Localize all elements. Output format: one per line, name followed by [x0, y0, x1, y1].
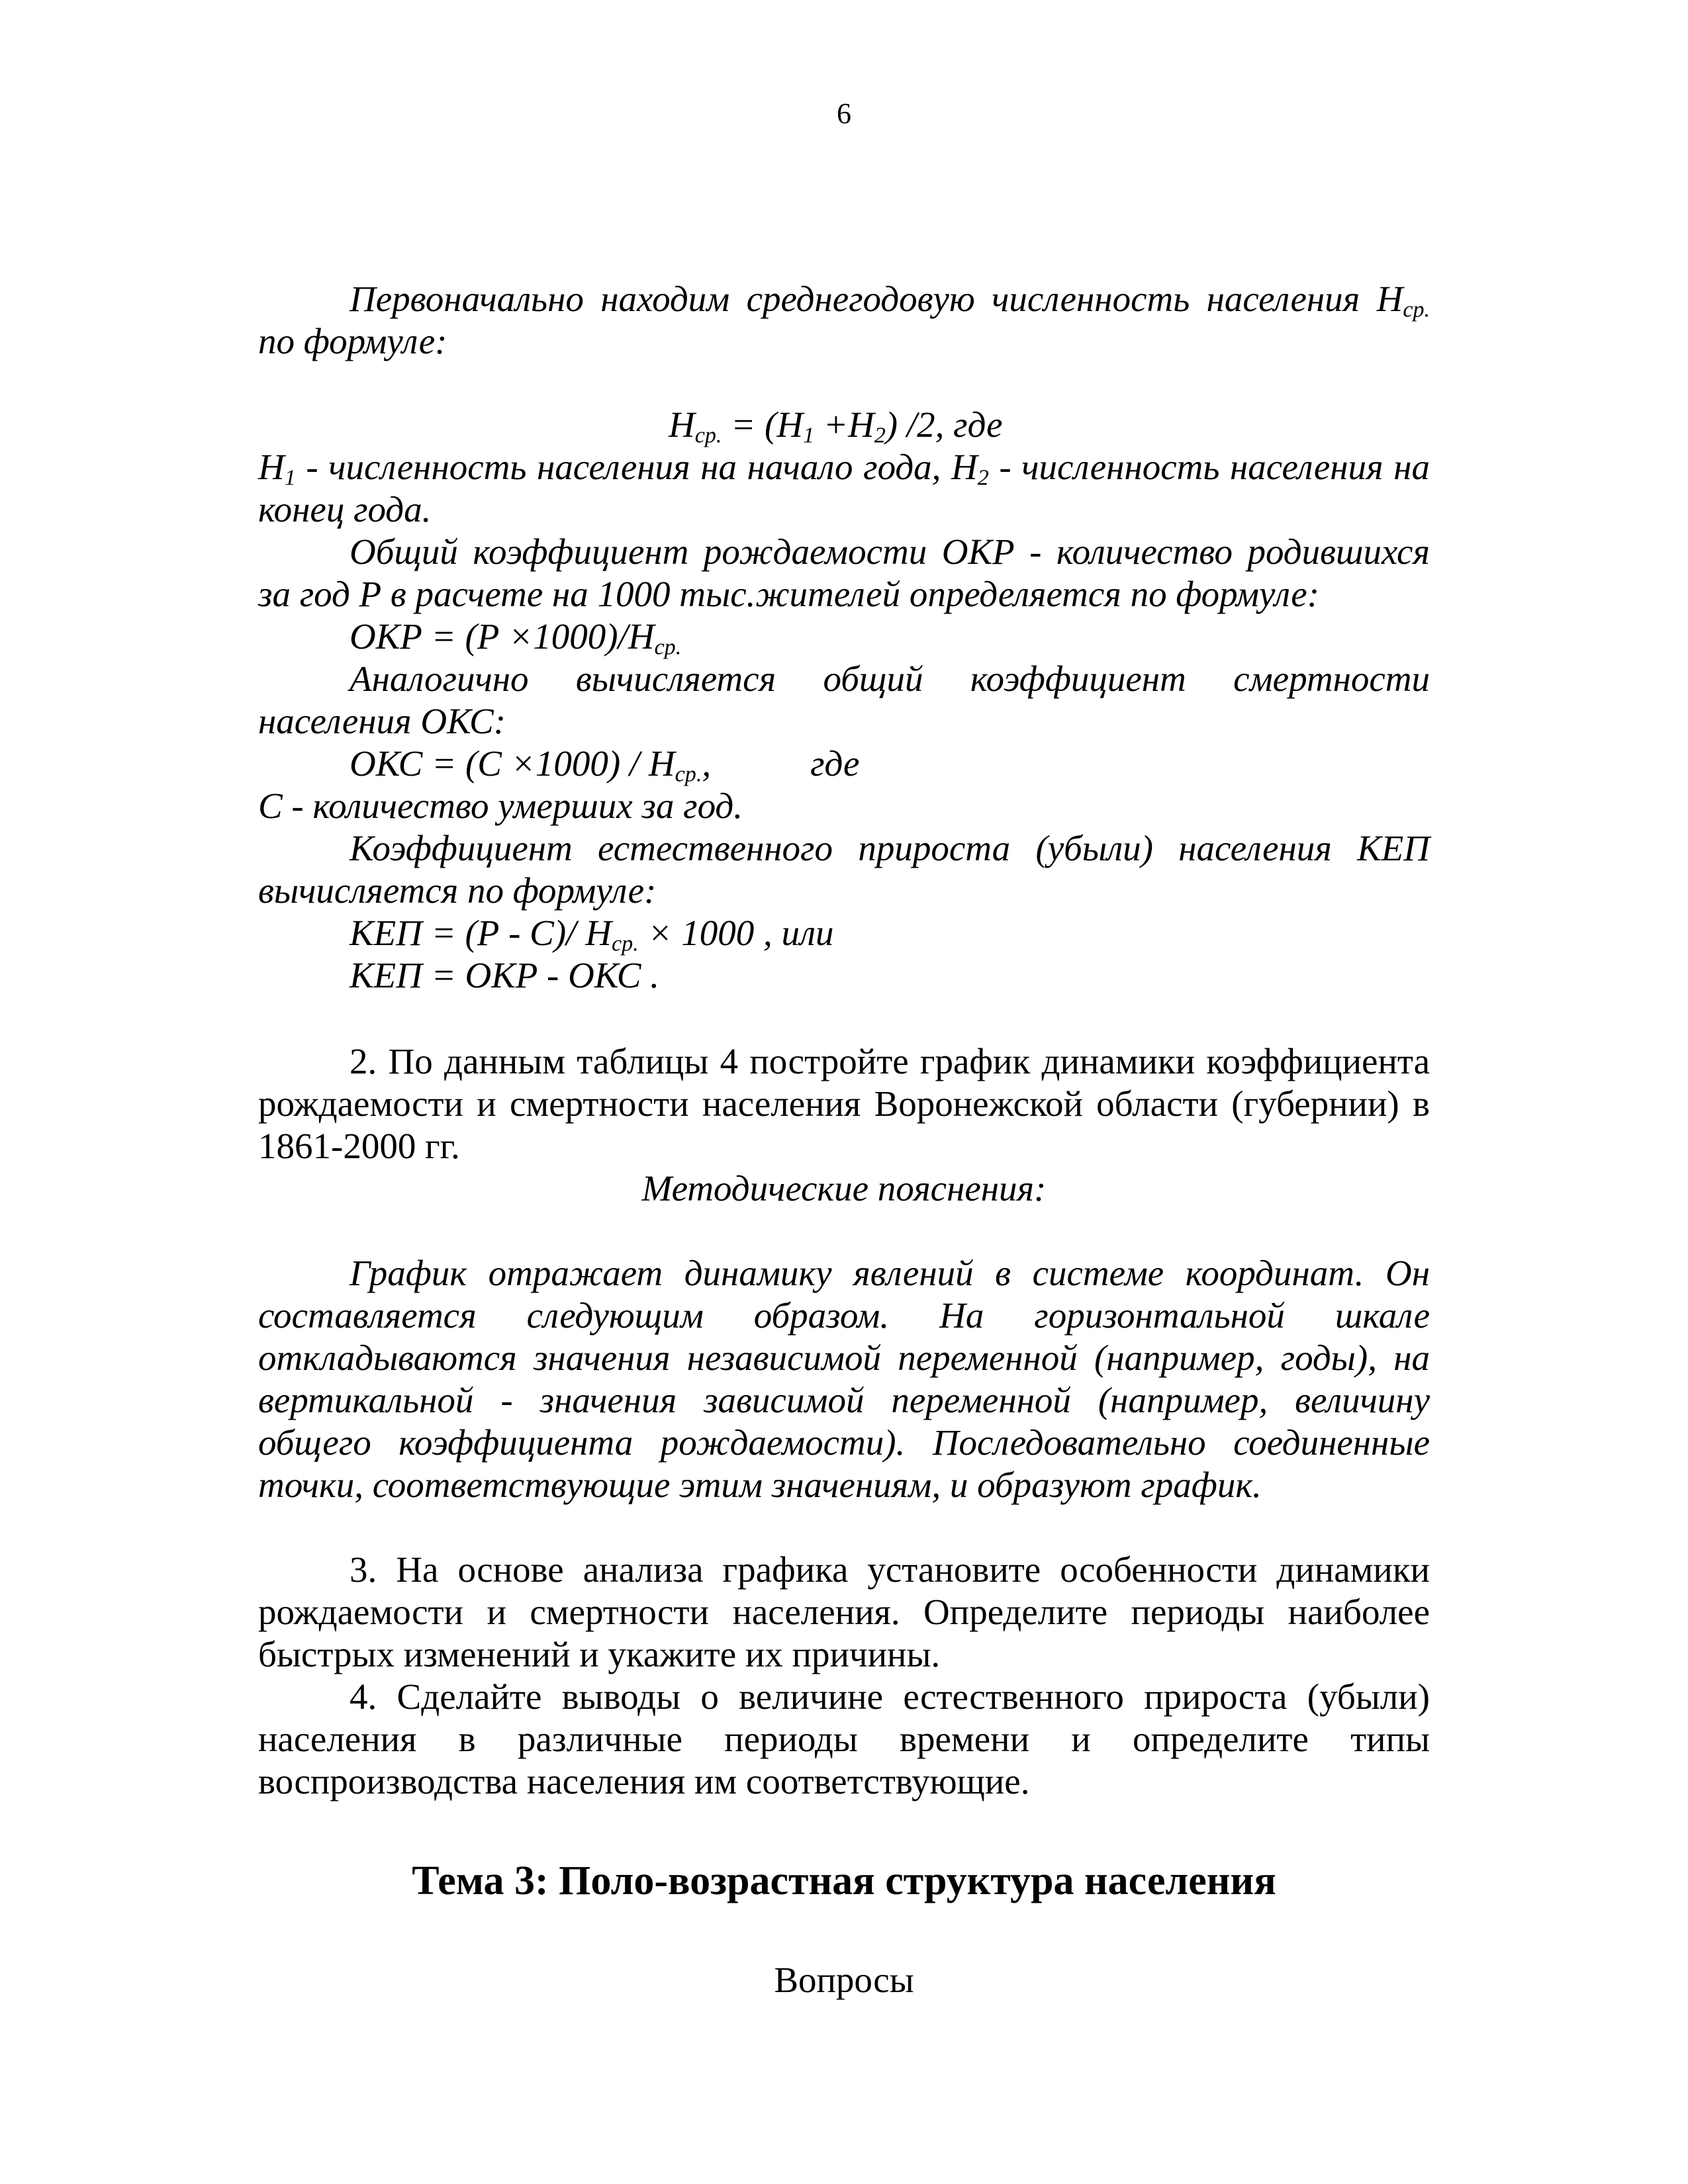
method-line-5: общего коэффициента рождаемости). Последовательно соединенные: [258, 1422, 1430, 1463]
oks-formula: ОКС = $(С \times 1000) / Н_{ср.}$, где: [350, 743, 860, 787]
task-3-line-3: быстрых изменений и укажите их причины.: [258, 1634, 941, 1674]
definition-h-line-2: конец года.: [258, 489, 432, 529]
method-line-1: График отражает динамику явлений в системе координат. Он: [350, 1253, 1430, 1293]
okr-line-2: за год Р в расчете на 1000 тыс.жителей определяется по формуле:: [258, 574, 1320, 614]
formula-mean-population: $Н_{ср.} = (Н_1 +Н_2)$ /2, где: [669, 404, 1003, 448]
kep-line-1: Коэффициент естественного прироста (убыли) населения КЕП: [350, 828, 1430, 868]
task-3-line-1: 3. На основе анализа графика установите особенности динамики: [350, 1549, 1430, 1590]
kep-formula-2: КЕП = ОКР - ОКС .: [350, 955, 659, 995]
kep-line-2: вычисляется по формуле:: [258, 870, 657, 911]
task-2-line-2: рождаемости и смертности населения Воронежской области (губернии) в: [258, 1083, 1430, 1124]
task-2-line-1: 2. По данным таблицы 4 постройте график динамики коэффициента: [350, 1041, 1430, 1081]
definition-c: С - количество умерших за год.: [258, 786, 743, 826]
intro-line-2: по формуле:: [258, 321, 447, 361]
task-4-line-1: 4. Сделайте выводы о величине естественного прироста (убыли): [350, 1676, 1430, 1717]
page-number: 6: [837, 97, 851, 130]
method-line-2: составляется следующим образом. На горизонтальной шкале: [258, 1295, 1430, 1336]
oks-line-2: населения ОКС:: [258, 701, 506, 741]
task-2-line-3: 1861-2000 гг.: [258, 1126, 460, 1166]
method-line-4: вертикальной - значения зависимой переменной (например, величину: [258, 1380, 1430, 1420]
okr-line-1: Общий коэффициент рождаемости ОКР - количество родившихся: [350, 531, 1430, 572]
method-line-6: точки, соответствующие этим значениям, и образуют график.: [258, 1465, 1262, 1505]
oks-line-1: Аналогично вычисляется общий коэффициент смертности: [350, 659, 1430, 699]
questions-label: Вопросы: [774, 1960, 914, 2000]
method-line-3: откладываются значения независимой переменной (например, годы), на: [258, 1338, 1430, 1378]
task-3-line-2: рождаемости и смертности населения. Определите периоды наиболее: [258, 1592, 1430, 1632]
kep-formula-1: КЕП = (Р - С)/ $Н_{ср.} \times 1000$ , или: [350, 913, 834, 956]
method-notes-title: Методические пояснения:: [641, 1168, 1047, 1208]
topic-heading: Тема 3: Поло-возрастная структура населения: [412, 1858, 1276, 1903]
intro-line-1: Первоначально находим среднегодовую численность населения $Н_{ср.}$: [350, 279, 1430, 322]
task-4-line-3: воспроизводства населения им соответствующие.: [258, 1761, 1030, 1801]
task-4-line-2: населения в различные периоды времени и определите типы: [258, 1719, 1430, 1759]
okr-formula: ОКР = $(Р \times 1000)/Н_{ср.}$: [350, 616, 682, 660]
definition-h-line-1: $Н_1$ - численность населения на начало года, $Н_2$ - численность населения на: [258, 447, 1430, 490]
